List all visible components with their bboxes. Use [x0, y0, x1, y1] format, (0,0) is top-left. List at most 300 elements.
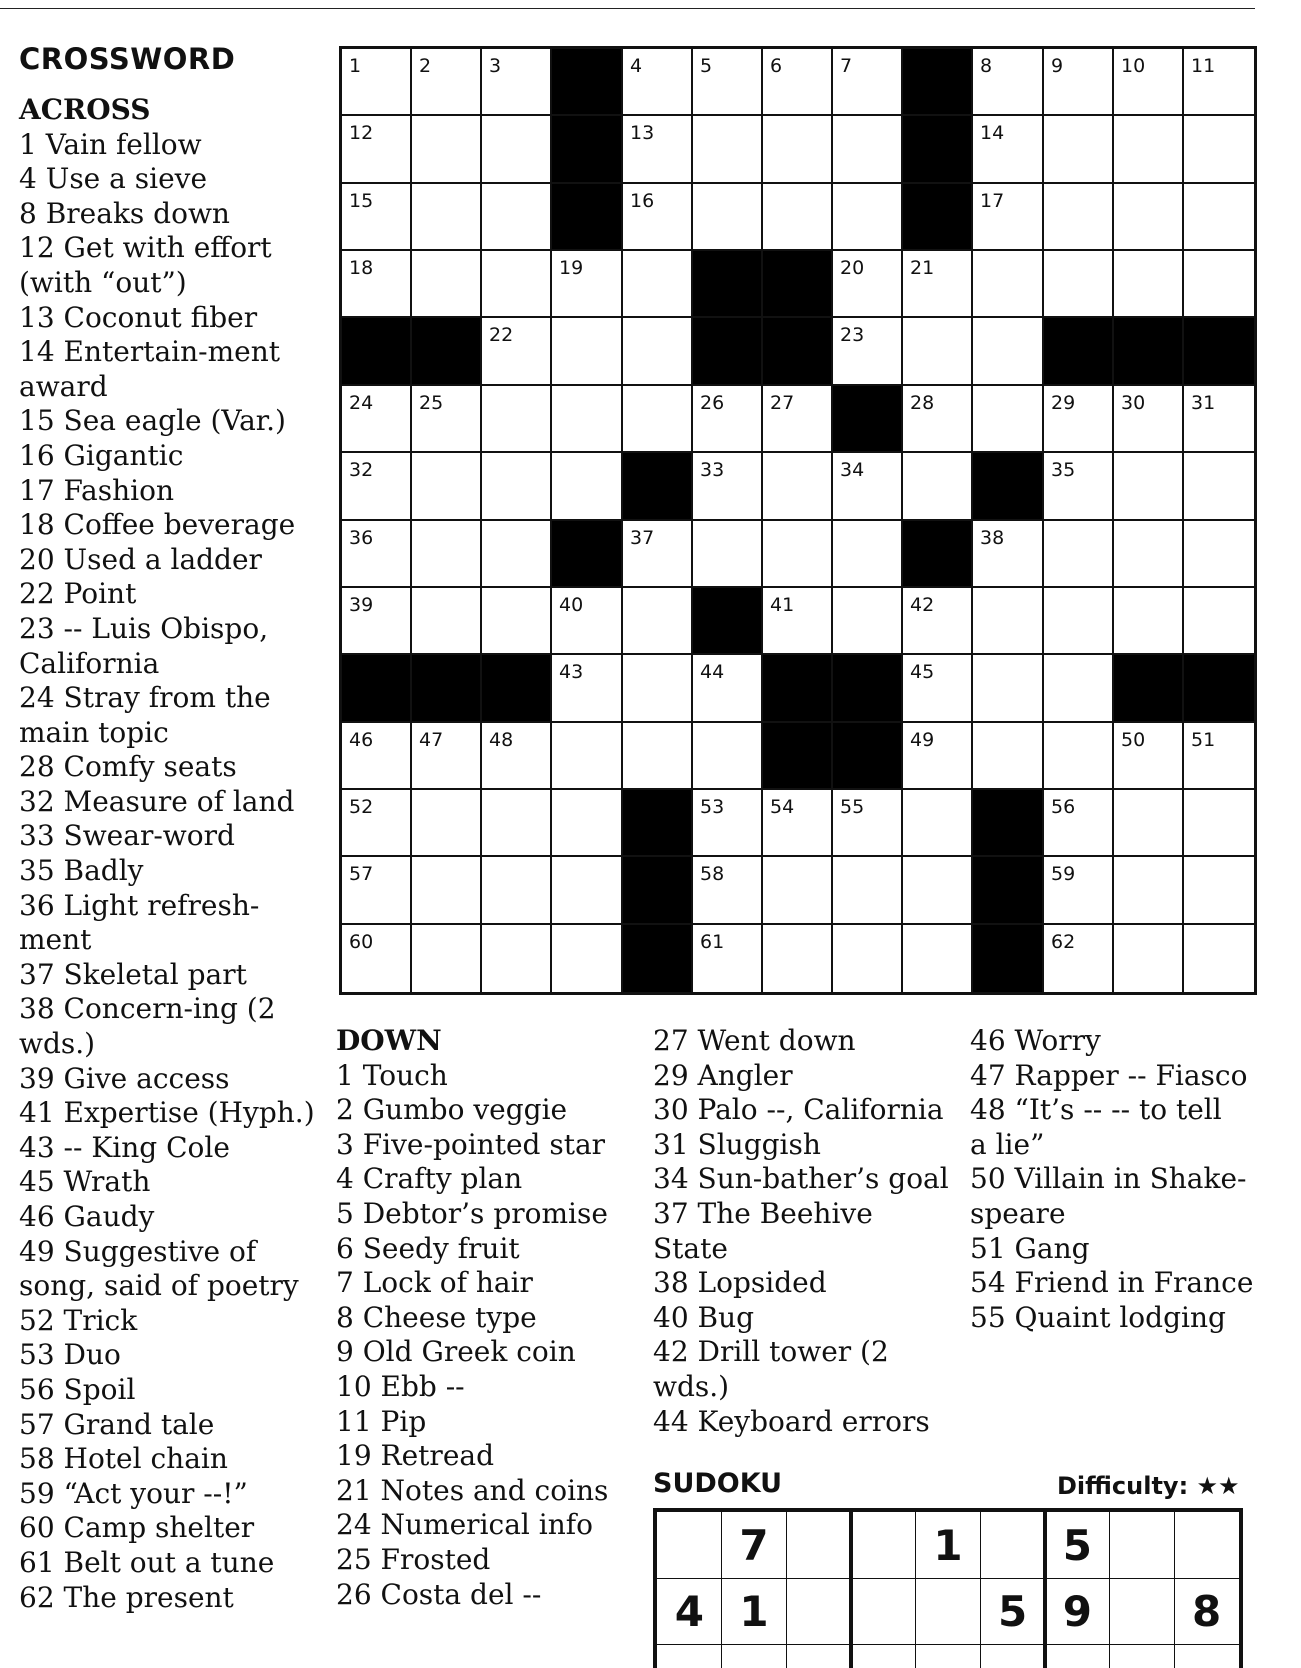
grid-cell[interactable] — [973, 318, 1044, 386]
clue-line: 4 Crafty plan — [336, 1162, 523, 1196]
grid-cell[interactable] — [1044, 184, 1114, 251]
clue-line: 62 The present — [19, 1580, 234, 1614]
clue-line: 36 Light refresh- — [19, 888, 260, 922]
clue-line: 52 Trick — [19, 1303, 138, 1337]
grid-cell[interactable] — [1184, 723, 1254, 790]
grid-cell[interactable] — [1044, 453, 1114, 521]
clue-number: 48 — [489, 729, 514, 751]
grid-block — [552, 184, 623, 251]
grid-block — [1184, 655, 1254, 723]
grid-cell[interactable] — [903, 925, 973, 992]
grid-cell[interactable] — [833, 790, 903, 857]
grid-cell[interactable] — [903, 318, 973, 386]
clue-number: 30 — [1121, 392, 1146, 414]
grid-cell[interactable] — [412, 184, 482, 251]
grid-block — [552, 521, 623, 588]
grid-cell[interactable] — [973, 251, 1044, 318]
sudoku-cell[interactable]: 5 — [1062, 1520, 1092, 1570]
clue-line: 16 Gigantic — [19, 438, 184, 472]
clue-line: 46 Worry — [970, 1024, 1101, 1057]
sudoku-difficulty: Difficulty: ★★ — [1057, 1472, 1240, 1500]
clue-line: wds.) — [19, 1027, 96, 1061]
clue-line: 13 Coconut fiber — [19, 300, 258, 334]
grid-block — [552, 116, 623, 184]
grid-cell[interactable] — [1114, 453, 1184, 521]
grid-block — [973, 790, 1044, 857]
clue-line: 15 Sea eagle (Var.) — [19, 404, 286, 438]
grid-cell[interactable] — [833, 857, 903, 925]
grid-cell[interactable] — [482, 49, 552, 116]
grid-cell[interactable] — [693, 857, 763, 925]
clue-number: 21 — [910, 257, 935, 279]
sudoku-cell[interactable]: 4 — [674, 1586, 704, 1636]
grid-cell[interactable] — [342, 453, 412, 521]
grid-cell[interactable] — [482, 723, 552, 790]
grid-cell[interactable] — [342, 49, 412, 116]
grid-cell[interactable] — [833, 521, 903, 588]
grid-cell[interactable] — [412, 925, 482, 992]
grid-block — [903, 521, 973, 588]
clue-line: song, said of poetry — [19, 1269, 299, 1303]
clue-number: 4 — [630, 55, 643, 77]
sudoku-gridline — [657, 1578, 1239, 1579]
grid-cell[interactable] — [412, 588, 482, 655]
grid-cell[interactable] — [973, 521, 1044, 588]
clue-line: main topic — [19, 715, 169, 749]
clue-number: 15 — [349, 190, 374, 212]
grid-block — [763, 251, 833, 318]
grid-cell[interactable] — [693, 521, 763, 588]
clue-number: 34 — [840, 459, 865, 481]
clue-line: 60 Camp shelter — [19, 1511, 255, 1545]
clue-number: 29 — [1051, 392, 1076, 414]
sudoku-title: SUDOKU — [653, 1468, 783, 1499]
grid-cell[interactable] — [1044, 49, 1114, 116]
grid-cell[interactable] — [412, 723, 482, 790]
clue-number: 41 — [770, 594, 795, 616]
clue-number: 58 — [700, 863, 725, 885]
clue-line: 58 Hotel chain — [19, 1442, 228, 1476]
clue-line: wds.) — [653, 1369, 730, 1403]
clue-number: 50 — [1121, 729, 1146, 751]
clue-line: 45 Wrath — [19, 1165, 151, 1199]
clue-line: 47 Rapper -- Fiasco — [970, 1058, 1248, 1092]
sudoku-cell[interactable] — [851, 1512, 916, 1578]
clue-number: 28 — [910, 392, 935, 414]
clue-number: 10 — [1121, 55, 1146, 77]
clue-line: 1 Vain fellow — [19, 127, 202, 161]
clue-line: 37 The Beehive — [653, 1196, 873, 1230]
clue-number: 20 — [840, 257, 865, 279]
grid-cell[interactable] — [1184, 453, 1254, 521]
grid-cell[interactable] — [833, 116, 903, 184]
grid-cell[interactable] — [1184, 857, 1254, 925]
grid-cell[interactable] — [412, 251, 482, 318]
grid-cell[interactable] — [693, 116, 763, 184]
grid-cell[interactable] — [342, 116, 412, 184]
grid-cell[interactable] — [623, 116, 693, 184]
grid-block — [342, 318, 412, 386]
down-clues-col2 — [653, 1024, 949, 1439]
clue-line: 21 Notes and coins — [336, 1473, 609, 1507]
sudoku-cell[interactable] — [786, 1578, 851, 1644]
grid-cell[interactable] — [693, 723, 763, 790]
grid-cell[interactable] — [973, 386, 1044, 453]
grid-cell[interactable] — [833, 318, 903, 386]
grid-cell[interactable] — [1114, 116, 1184, 184]
clue-line: 42 Drill tower (2 — [653, 1335, 889, 1369]
clue-number: 54 — [770, 796, 795, 818]
grid-block — [552, 49, 623, 116]
grid-cell[interactable] — [623, 588, 693, 655]
clue-line: 9 Old Greek coin — [336, 1335, 576, 1369]
grid-cell[interactable] — [693, 49, 763, 116]
grid-block — [763, 723, 833, 790]
sudoku-cell[interactable]: 7 — [739, 1520, 769, 1570]
clue-number: 40 — [559, 594, 584, 616]
grid-cell[interactable] — [552, 925, 623, 992]
grid-cell[interactable] — [412, 386, 482, 453]
clue-number: 49 — [910, 729, 935, 751]
clue-line: 27 Went down — [653, 1024, 856, 1057]
clue-line: 49 Suggestive of — [19, 1234, 257, 1268]
grid-cell[interactable] — [342, 184, 412, 251]
clue-number: 51 — [1191, 729, 1216, 751]
grid-cell[interactable] — [973, 655, 1044, 723]
grid-cell[interactable] — [552, 251, 623, 318]
grid-cell[interactable] — [833, 925, 903, 992]
grid-cell[interactable] — [482, 116, 552, 184]
grid-cell[interactable] — [1044, 588, 1114, 655]
clue-number: 32 — [349, 459, 374, 481]
grid-cell[interactable] — [482, 925, 552, 992]
grid-cell[interactable] — [763, 453, 833, 521]
grid-cell[interactable] — [973, 49, 1044, 116]
grid-cell[interactable] — [482, 790, 552, 857]
down-clues-col3 — [970, 1024, 1253, 1335]
grid-cell[interactable] — [1184, 184, 1254, 251]
grid-cell[interactable] — [1114, 790, 1184, 857]
sudoku-cell[interactable]: 9 — [1062, 1586, 1092, 1636]
grid-cell[interactable] — [1184, 386, 1254, 453]
clue-number: 62 — [1051, 931, 1076, 953]
grid-cell[interactable] — [412, 49, 482, 116]
sudoku-cell[interactable] — [980, 1512, 1045, 1578]
grid-cell[interactable] — [482, 386, 552, 453]
clue-line: award — [19, 369, 108, 403]
grid-cell[interactable] — [1044, 857, 1114, 925]
grid-cell[interactable] — [693, 655, 763, 723]
grid-cell[interactable] — [1184, 251, 1254, 318]
clue-number: 53 — [700, 796, 725, 818]
clue-number: 11 — [1191, 55, 1216, 77]
grid-cell[interactable] — [973, 116, 1044, 184]
grid-cell[interactable] — [552, 453, 623, 521]
clue-line: 29 Angler — [653, 1058, 793, 1092]
grid-cell[interactable] — [1184, 925, 1254, 992]
grid-block — [1184, 318, 1254, 386]
clue-line: 32 Measure of land — [19, 784, 295, 818]
sudoku-cell[interactable] — [786, 1512, 851, 1578]
clue-line: 50 Villain in Shake- — [970, 1162, 1247, 1196]
grid-block — [623, 857, 693, 925]
grid-cell[interactable] — [623, 184, 693, 251]
grid-cell[interactable] — [482, 251, 552, 318]
clue-line: 38 Lopsided — [653, 1266, 827, 1300]
grid-block — [623, 790, 693, 857]
grid-cell[interactable] — [1114, 386, 1184, 453]
clue-line: 28 Comfy seats — [19, 750, 237, 784]
sudoku-cell[interactable] — [851, 1578, 916, 1644]
sudoku-cell[interactable] — [916, 1578, 981, 1644]
clue-number: 25 — [419, 392, 444, 414]
clue-number: 61 — [700, 931, 725, 953]
grid-cell[interactable] — [1184, 790, 1254, 857]
grid-cell[interactable] — [763, 588, 833, 655]
grid-cell[interactable] — [1044, 723, 1114, 790]
grid-cell[interactable] — [1114, 925, 1184, 992]
grid-cell[interactable] — [552, 857, 623, 925]
grid-cell[interactable] — [1044, 655, 1114, 723]
grid-cell[interactable] — [623, 318, 693, 386]
sudoku-cell[interactable] — [1110, 1512, 1175, 1578]
clue-number: 52 — [349, 796, 374, 818]
clue-number: 33 — [700, 459, 725, 481]
clue-line: 22 Point — [19, 577, 137, 611]
grid-cell[interactable] — [763, 49, 833, 116]
clue-number: 16 — [630, 190, 655, 212]
grid-cell[interactable] — [482, 184, 552, 251]
clue-line: 7 Lock of hair — [336, 1266, 533, 1300]
down-heading: DOWN — [336, 1024, 442, 1057]
grid-cell[interactable] — [1184, 49, 1254, 116]
clue-line: 20 Used a ladder — [19, 542, 262, 576]
grid-cell[interactable] — [833, 251, 903, 318]
grid-block — [1114, 655, 1184, 723]
grid-cell[interactable] — [973, 723, 1044, 790]
grid-cell[interactable] — [342, 925, 412, 992]
clue-line: 8 Breaks down — [19, 196, 230, 230]
clue-number: 14 — [980, 122, 1005, 144]
clue-line: speare — [970, 1196, 1066, 1230]
across-clues — [19, 93, 315, 1615]
clue-line: 1 Touch — [336, 1058, 448, 1092]
grid-cell[interactable] — [763, 857, 833, 925]
grid-block — [763, 655, 833, 723]
top-rule — [0, 8, 1255, 9]
clue-number: 22 — [489, 324, 514, 346]
grid-cell[interactable] — [903, 386, 973, 453]
grid-cell[interactable] — [623, 386, 693, 453]
clue-number: 37 — [630, 527, 655, 549]
grid-cell[interactable] — [903, 790, 973, 857]
clue-line: 10 Ebb -- — [336, 1369, 465, 1403]
grid-cell[interactable] — [623, 655, 693, 723]
clue-line: 55 Quaint lodging — [970, 1300, 1226, 1334]
clue-line: (with “out”) — [19, 265, 187, 299]
grid-cell[interactable] — [833, 453, 903, 521]
grid-cell[interactable] — [342, 521, 412, 588]
grid-cell[interactable] — [903, 251, 973, 318]
grid-cell[interactable] — [973, 184, 1044, 251]
clue-line: 57 Grand tale — [19, 1407, 215, 1441]
sudoku-cell[interactable] — [1174, 1512, 1239, 1578]
grid-block — [412, 655, 482, 723]
grid-cell[interactable] — [552, 655, 623, 723]
sudoku-cell[interactable]: 1 — [933, 1520, 963, 1570]
clue-number: 39 — [349, 594, 374, 616]
clue-number: 60 — [349, 931, 374, 953]
grid-cell[interactable] — [903, 655, 973, 723]
clue-number: 44 — [700, 661, 725, 683]
grid-cell[interactable] — [693, 184, 763, 251]
grid-cell[interactable] — [693, 453, 763, 521]
grid-cell[interactable] — [973, 588, 1044, 655]
clue-number: 17 — [980, 190, 1005, 212]
grid-cell[interactable] — [552, 588, 623, 655]
grid-cell[interactable] — [552, 386, 623, 453]
clue-line: 18 Coffee beverage — [19, 508, 296, 542]
clue-line: 54 Friend in France — [970, 1266, 1254, 1300]
grid-cell[interactable] — [1044, 386, 1114, 453]
clue-line: 59 “Act your --!” — [19, 1476, 248, 1510]
grid-cell[interactable] — [1114, 857, 1184, 925]
grid-cell[interactable] — [482, 453, 552, 521]
grid-block — [482, 655, 552, 723]
grid-block — [1044, 318, 1114, 386]
clue-line: 43 -- King Cole — [19, 1130, 230, 1164]
clue-number: 23 — [840, 324, 865, 346]
grid-cell[interactable] — [1184, 588, 1254, 655]
grid-cell[interactable] — [412, 521, 482, 588]
clue-line: 53 Duo — [19, 1338, 121, 1372]
grid-cell[interactable] — [763, 184, 833, 251]
clue-number: 2 — [419, 55, 432, 77]
grid-cell[interactable] — [342, 723, 412, 790]
grid-cell[interactable] — [623, 251, 693, 318]
clue-line: 19 Retread — [336, 1439, 495, 1473]
grid-cell[interactable] — [763, 386, 833, 453]
grid-block — [973, 925, 1044, 992]
grid-cell[interactable] — [412, 453, 482, 521]
grid-cell[interactable] — [1044, 521, 1114, 588]
clue-line: 6 Seedy fruit — [336, 1231, 520, 1265]
crossword-grid — [339, 46, 1257, 995]
grid-cell[interactable] — [693, 386, 763, 453]
clue-line: California — [19, 646, 160, 680]
grid-cell[interactable] — [1044, 116, 1114, 184]
grid-cell[interactable] — [833, 184, 903, 251]
clue-line: 35 Badly — [19, 854, 144, 888]
grid-cell[interactable] — [342, 790, 412, 857]
grid-cell[interactable] — [482, 588, 552, 655]
clue-number: 57 — [349, 863, 374, 885]
grid-cell[interactable] — [903, 723, 973, 790]
clue-line: 38 Concern-ing (2 — [19, 992, 276, 1026]
grid-cell[interactable] — [342, 588, 412, 655]
sudoku-cell[interactable] — [1110, 1578, 1175, 1644]
grid-cell[interactable] — [1044, 251, 1114, 318]
grid-cell[interactable] — [482, 318, 552, 386]
grid-cell[interactable] — [412, 116, 482, 184]
clue-line: 31 Sluggish — [653, 1127, 821, 1161]
grid-cell[interactable] — [552, 318, 623, 386]
grid-cell[interactable] — [342, 386, 412, 453]
clue-number: 31 — [1191, 392, 1216, 414]
grid-cell[interactable] — [412, 857, 482, 925]
grid-cell[interactable] — [342, 857, 412, 925]
clue-line: 17 Fashion — [19, 473, 174, 507]
grid-block — [623, 453, 693, 521]
sudoku-gridline — [657, 1644, 1239, 1645]
clue-number: 47 — [419, 729, 444, 751]
clue-line: 48 “It’s -- -- to tell — [970, 1093, 1222, 1127]
clue-line: 26 Costa del -- — [336, 1577, 542, 1611]
grid-cell[interactable] — [1114, 588, 1184, 655]
grid-cell[interactable] — [763, 521, 833, 588]
clue-line: 37 Skeletal part — [19, 957, 247, 991]
grid-cell[interactable] — [482, 521, 552, 588]
grid-cell[interactable] — [763, 116, 833, 184]
grid-cell[interactable] — [833, 49, 903, 116]
grid-cell[interactable] — [693, 925, 763, 992]
grid-cell[interactable] — [1114, 184, 1184, 251]
clue-number: 3 — [489, 55, 502, 77]
sudoku-cell[interactable]: 5 — [998, 1586, 1028, 1636]
grid-cell[interactable] — [763, 925, 833, 992]
grid-cell[interactable] — [1114, 723, 1184, 790]
grid-cell[interactable] — [623, 723, 693, 790]
clue-number: 8 — [980, 55, 993, 77]
grid-cell[interactable] — [412, 790, 482, 857]
grid-cell[interactable] — [623, 521, 693, 588]
grid-cell[interactable] — [903, 453, 973, 521]
grid-block — [693, 251, 763, 318]
grid-cell[interactable] — [763, 790, 833, 857]
grid-cell[interactable] — [482, 857, 552, 925]
clue-line: 2 Gumbo veggie — [336, 1093, 568, 1127]
grid-block — [973, 857, 1044, 925]
clue-line: 25 Frosted — [336, 1542, 491, 1576]
grid-cell[interactable] — [1184, 521, 1254, 588]
grid-cell[interactable] — [1044, 790, 1114, 857]
grid-cell[interactable] — [1044, 925, 1114, 992]
grid-cell[interactable] — [552, 723, 623, 790]
clue-line: 44 Keyboard errors — [653, 1404, 930, 1438]
grid-cell[interactable] — [1184, 116, 1254, 184]
sudoku-cell[interactable]: 8 — [1192, 1586, 1222, 1636]
clue-number: 27 — [770, 392, 795, 414]
sudoku-cell[interactable]: 1 — [739, 1586, 769, 1636]
grid-cell[interactable] — [903, 857, 973, 925]
grid-cell[interactable] — [1114, 251, 1184, 318]
grid-cell[interactable] — [833, 588, 903, 655]
clue-line: 12 Get with effort — [19, 231, 272, 265]
grid-cell[interactable] — [693, 790, 763, 857]
grid-cell[interactable] — [1114, 49, 1184, 116]
grid-block — [763, 318, 833, 386]
clue-line: 39 Give access — [19, 1061, 230, 1095]
grid-cell[interactable] — [342, 251, 412, 318]
clue-number: 55 — [840, 796, 865, 818]
grid-cell[interactable] — [1114, 521, 1184, 588]
sudoku-cell[interactable] — [657, 1512, 722, 1578]
grid-cell[interactable] — [552, 790, 623, 857]
clue-line: 24 Stray from the — [19, 681, 271, 715]
grid-cell[interactable] — [623, 49, 693, 116]
grid-cell[interactable] — [903, 588, 973, 655]
clue-number: 45 — [910, 661, 935, 683]
